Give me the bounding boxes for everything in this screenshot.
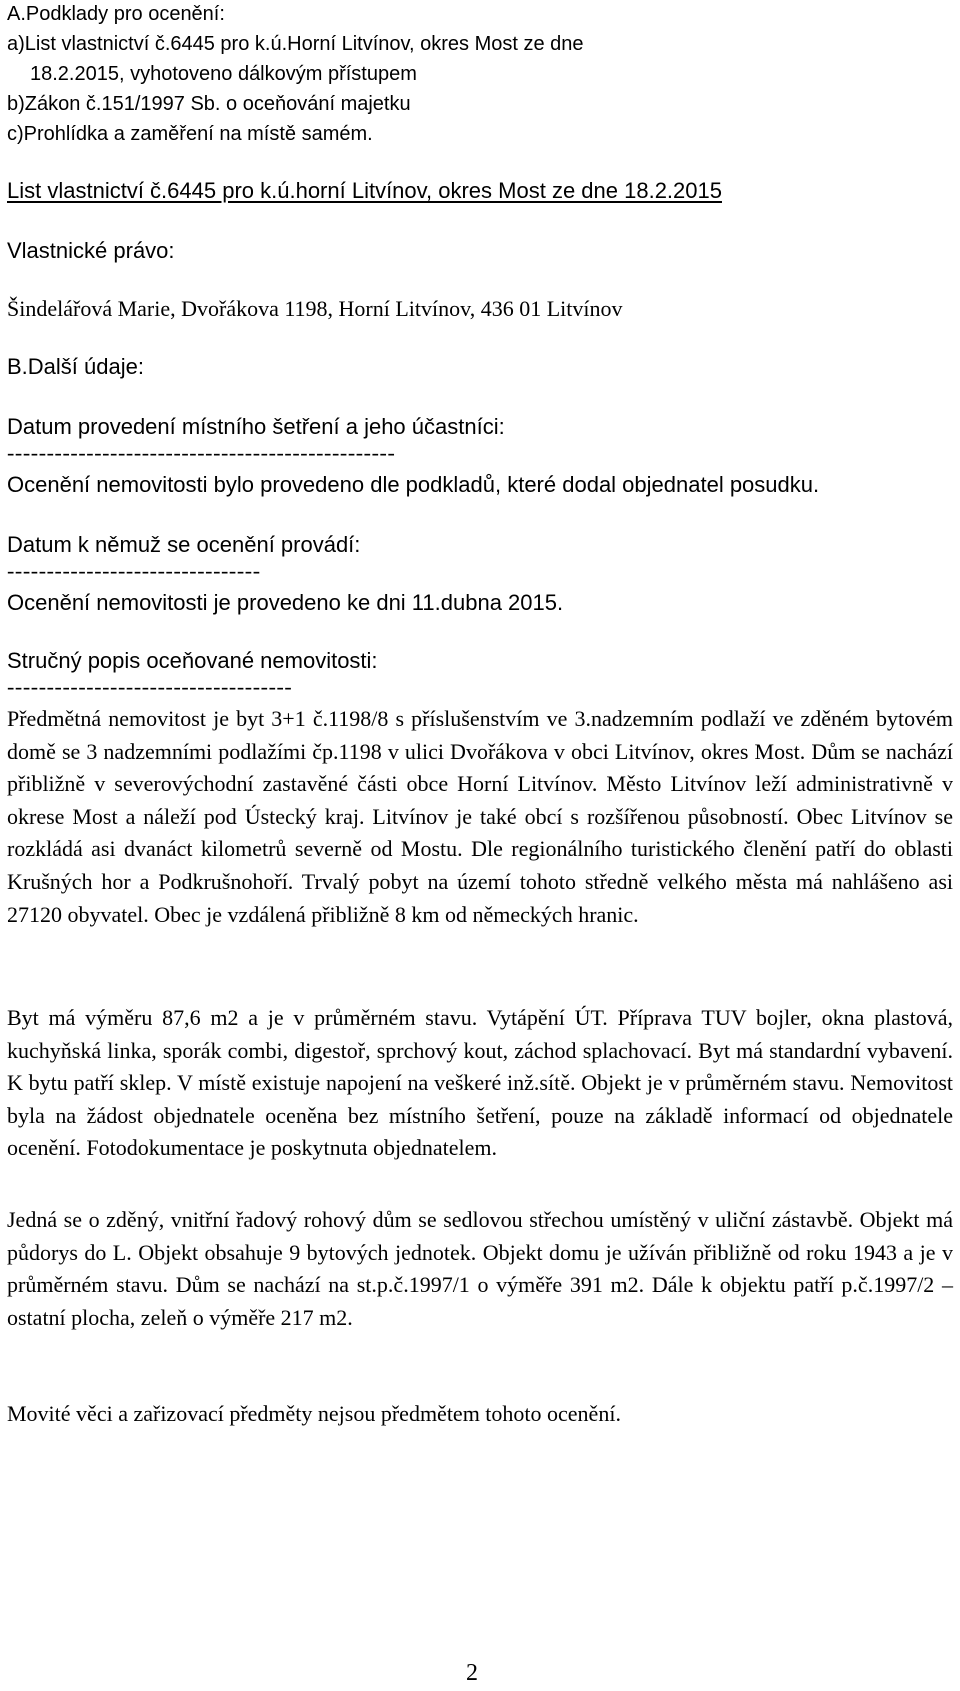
- inspection-dashes: -------------------------------------------------: [7, 440, 396, 465]
- source-item-a-line2: 18.2.2015, vyhotoveno dálkovým přístupem: [30, 63, 417, 85]
- valuation-date-dashes: --------------------------------: [7, 558, 261, 583]
- source-item-b: b)Zákon č.151/1997 Sb. o oceňování majetku: [7, 93, 411, 115]
- description-paragraph-4: Movité věci a zařizovací předměty nejsou předmětem tohoto ocenění.: [7, 1401, 621, 1426]
- owner-line: Šindelářová Marie, Dvořákova 1198, Horní Litvínov, 436 01 Litvínov: [7, 296, 623, 321]
- inspection-text: Ocenění nemovitosti bylo provedeno dle podkladů, které dodal objednatel posudku.: [7, 472, 820, 497]
- deed-title: List vlastnictví č.6445 pro k.ú.horní Litvínov, okres Most ze dne 18.2.2015: [7, 178, 722, 203]
- source-item-c: c)Prohlídka a zaměření na místě samém.: [7, 123, 373, 145]
- description-dashes: ------------------------------------: [7, 674, 293, 699]
- source-item-a-line1: a)List vlastnictví č.6445 pro k.ú.Horní Litvínov, okres Most ze dne: [7, 33, 584, 55]
- description-paragraph-1: Předmětná nemovitost je byt 3+1 č.1198/8 s příslušenstvím ve 3.nadzemním podlaží ve zděném bytovém domě se 3 nadzemními podlažími čp.1198 v ulici Dvořákova v obci Litvínov, okres Most. Dům se nachází přibližně v severovýchodní zastavěné části obce Horní Litvínov. Město Litvínov leží administrativně v okrese Most a náleží pod Ústecký kraj. Litvínov je také obcí s rozšířenou působností. Obec Litvínov se rozkládá asi dvanáct kilometrů severně od Mostu. Dle regionálního turistického členění patří do oblasti Krušných hor a Podkrušnohoří. Trvalý pobyt na území tohoto středně velkého města má nahlášeno asi 27120 obyvatel. Obec je vzdálená přibližně 8 km od německých hranic.: [7, 706, 953, 927]
- description-paragraph-2: Byt má výměru 87,6 m2 a je v průměrném stavu. Vytápění ÚT. Příprava TUV bojler, okna plastová, kuchyňská linka, sporák combi, digestoř, sprchový kout, záchod splachovací. Byt má standardní vybavení. K bytu patří sklep. V místě existuje napojení na veškeré inž.sítě. Objekt je v průměrném stavu. Nemovitost byla na žádost objednatele oceněna bez místního šetření, pouze na základě informací od objednatele ocenění. Fotodokumentace je poskytnuta objednatelem.: [7, 1005, 953, 1161]
- section-b-heading: B.Další údaje:: [7, 354, 144, 379]
- description-label: Stručný popis oceňované nemovitosti:: [7, 648, 378, 673]
- page-number: 2: [466, 1660, 478, 1686]
- description-paragraph-3: Jedná se o zděný, vnitřní řadový rohový dům se sedlovou střechou umístěný v uliční zástavbě. Objekt má půdorys do L. Objekt obsahuje 9 bytových jednotek. Objekt domu je užíván přibližně od roku 1943 a je v průměrném stavu. Dům se nachází na st.p.č.1997/1 o výměře 391 m2. Dále k objektu patří p.č.1997/2 – ostatní plocha, zeleň o výměře 217 m2.: [7, 1207, 953, 1330]
- inspection-label: Datum provedení místního šetření a jeho účastníci:: [7, 414, 505, 439]
- ownership-label: Vlastnické právo:: [7, 238, 175, 263]
- valuation-date-text: Ocenění nemovitosti je provedeno ke dni 11.dubna 2015.: [7, 590, 564, 615]
- sources-heading: A.Podklady pro ocenění:: [7, 3, 225, 25]
- valuation-date-label: Datum k němuž se ocenění provádí:: [7, 532, 361, 557]
